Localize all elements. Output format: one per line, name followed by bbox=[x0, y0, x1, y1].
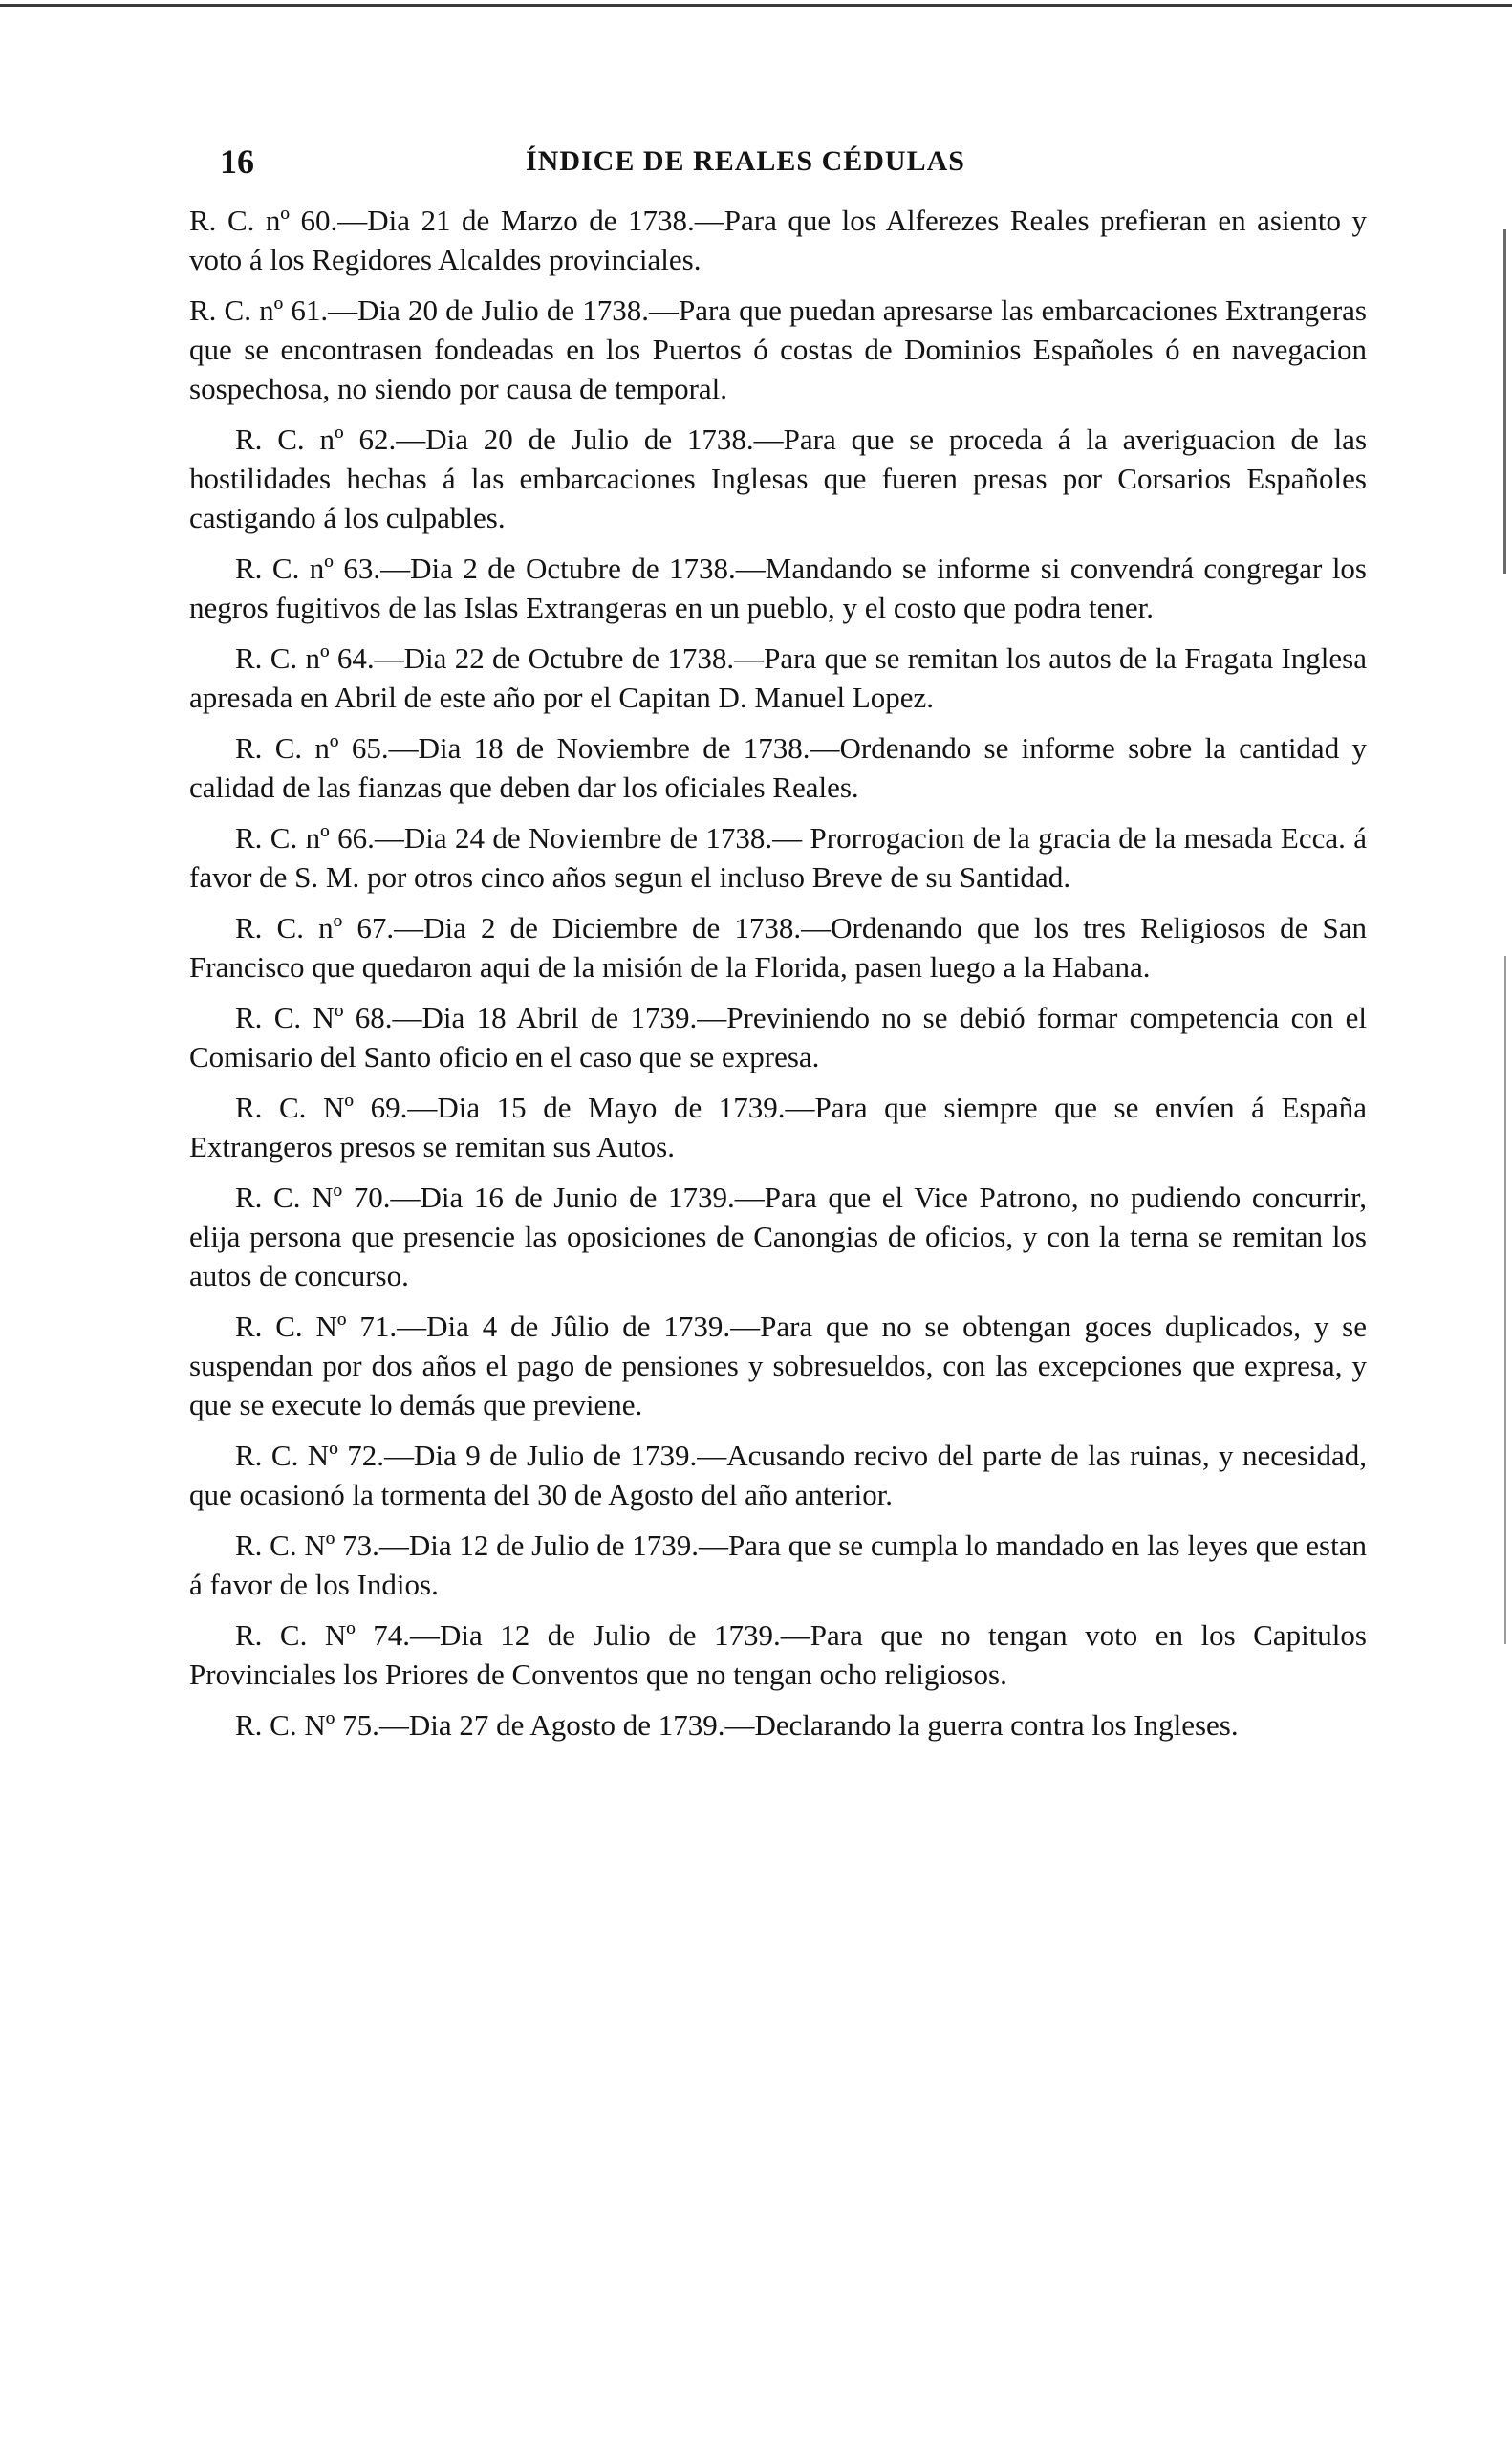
entry-text: —Dia 4 de Jûlio de 1739.—Para que no se obtengan goces duplicados, y se suspendan por dos años el pago de pensiones y sobresueldos, con las excepciones que expresa, y que se execute lo demás que previene. bbox=[189, 1310, 1368, 1421]
entry-reference: R. C. Nº 71. bbox=[235, 1310, 398, 1343]
index-entry bbox=[189, 1307, 1367, 1424]
index-entry bbox=[189, 818, 1367, 897]
entry-reference: R. C. nº 64. bbox=[235, 641, 375, 675]
entry-text: —Dia 18 Abril de 1739.—Previniendo no se debió formar competencia con el Comisario del Santo oficio en el caso que se expresa. bbox=[189, 1001, 1368, 1073]
entry-text: —Dia 2 de Octubre de 1738.—Mandando se informe si convendrá congregar los negros fugitivos de las Islas Extrangeras en un pueblo, y el costo que podra tener. bbox=[189, 552, 1367, 624]
index-entry bbox=[189, 1615, 1367, 1694]
entry-reference: R. C. Nº 69. bbox=[235, 1091, 408, 1124]
entry-text: —Dia 15 de Mayo de 1739.—Para que siempre que se envíen á España Extrangeros presos se remitan sus Autos. bbox=[189, 1091, 1367, 1163]
index-entry bbox=[189, 420, 1367, 537]
index-entry bbox=[189, 1178, 1367, 1295]
index-entry bbox=[189, 639, 1367, 717]
index-entry bbox=[189, 549, 1367, 627]
entry-reference: R. C. nº 60. bbox=[189, 204, 338, 237]
entry-text: —Dia 12 de Julio de 1739.—Para que no tengan voto en los Capitulos Provinciales los Priores de Conventos que no tengan ocho religiosos. bbox=[189, 1618, 1367, 1691]
index-entry bbox=[189, 998, 1367, 1076]
page-edge-mark bbox=[1503, 229, 1506, 574]
entry-reference: R. C. nº 62. bbox=[235, 423, 397, 456]
index-entry bbox=[189, 1526, 1367, 1604]
entry-reference: R. C. Nº 70. bbox=[235, 1181, 391, 1214]
page-number: 16 bbox=[220, 142, 254, 181]
running-head: ÍNDICE DE REALES CÉDULAS bbox=[526, 145, 965, 177]
entry-text: —Dia 18 de Noviembre de 1738.—Ordenando se informe sobre la cantidad y calidad de las fianzas que deben dar los oficiales Reales. bbox=[189, 731, 1367, 804]
page-header bbox=[220, 141, 1367, 189]
index-entry bbox=[189, 201, 1367, 279]
entry-reference: R. C. Nº 68. bbox=[235, 1001, 393, 1034]
entry-text: —Dia 24 de Noviembre de 1738.— Prorrogacion de la gracia de la mesada Ecca. á favor de S. M. por otros cinco años segun el incluso Breve de su Santidad. bbox=[189, 821, 1367, 894]
index-entry bbox=[189, 1436, 1367, 1514]
entry-reference: R. C. nº 63. bbox=[235, 552, 381, 585]
entry-text: —Dia 27 de Agosto de 1739.—Declarando la guerra contra los Ingleses. bbox=[378, 1708, 1239, 1742]
entry-text: —Dia 16 de Junio de 1739.—Para que el Vice Patrono, no pudiendo concurrir, elija persona que presencie las oposiciones de Canongias de oficios, y con la terna se remitan los autos de concurso. bbox=[189, 1181, 1367, 1292]
index-entry bbox=[189, 1705, 1367, 1745]
entry-text: —Dia 22 de Octubre de 1738.—Para que se remitan los autos de la Fragata Inglesa apresada en Abril de este año por el Capitan D. Manuel Lopez. bbox=[189, 641, 1368, 714]
entry-reference: R. C. Nº 73. bbox=[235, 1529, 379, 1562]
index-entries bbox=[189, 201, 1367, 1756]
index-entry bbox=[189, 728, 1367, 807]
entry-reference: R. C. Nº 74. bbox=[235, 1618, 411, 1652]
entry-reference: R. C. Nº 72. bbox=[235, 1439, 385, 1472]
entry-reference: R. C. Nº 75. bbox=[235, 1708, 379, 1742]
entry-reference: R. C. nº 66. bbox=[235, 821, 375, 855]
entry-text: —Dia 20 de Julio de 1738.—Para que puedan apresarse las embarcaciones Extrangeras que se encontrasen fondeadas en los Puertos ó costas de Dominios Españoles ó en navegacion sospechosa, no siendo por causa de temporal. bbox=[189, 293, 1367, 405]
entry-text: —Dia 9 de Julio de 1739.—Acusando recivo del parte de las ruinas, y necesidad, que ocasionó la tormenta del 30 de Agosto del año anterior. bbox=[189, 1439, 1367, 1511]
entry-reference: R. C. nº 65. bbox=[235, 731, 389, 765]
index-entry bbox=[189, 1088, 1367, 1166]
index-entry bbox=[189, 908, 1367, 987]
index-entry bbox=[189, 291, 1367, 408]
page-edge-mark-lower bbox=[1504, 956, 1506, 1644]
entry-reference: R. C. nº 61. bbox=[189, 293, 329, 327]
entry-text: —Dia 21 de Marzo de 1738.—Para que los Alferezes Reales prefieran en asiento y voto á los Regidores Alcaldes provinciales. bbox=[189, 204, 1367, 276]
entry-text: —Dia 12 de Julio de 1739.—Para que se cumpla lo mandado en las leyes que estan á favor de los Indios. bbox=[189, 1529, 1367, 1601]
entry-text: —Dia 2 de Diciembre de 1738.—Ordenando que los tres Religiosos de San Francisco que quedaron aqui de la misión de la Florida, pasen luego a la Habana. bbox=[189, 911, 1367, 984]
entry-reference: R. C. nº 67. bbox=[235, 911, 395, 944]
top-scan-rule bbox=[0, 4, 1512, 7]
entry-text: —Dia 20 de Julio de 1738.—Para que se proceda á la averiguacion de las hostilidades hechas á las embarcaciones Inglesas que fueren presas por Corsarios Españoles castigando á los culpables. bbox=[189, 423, 1368, 534]
